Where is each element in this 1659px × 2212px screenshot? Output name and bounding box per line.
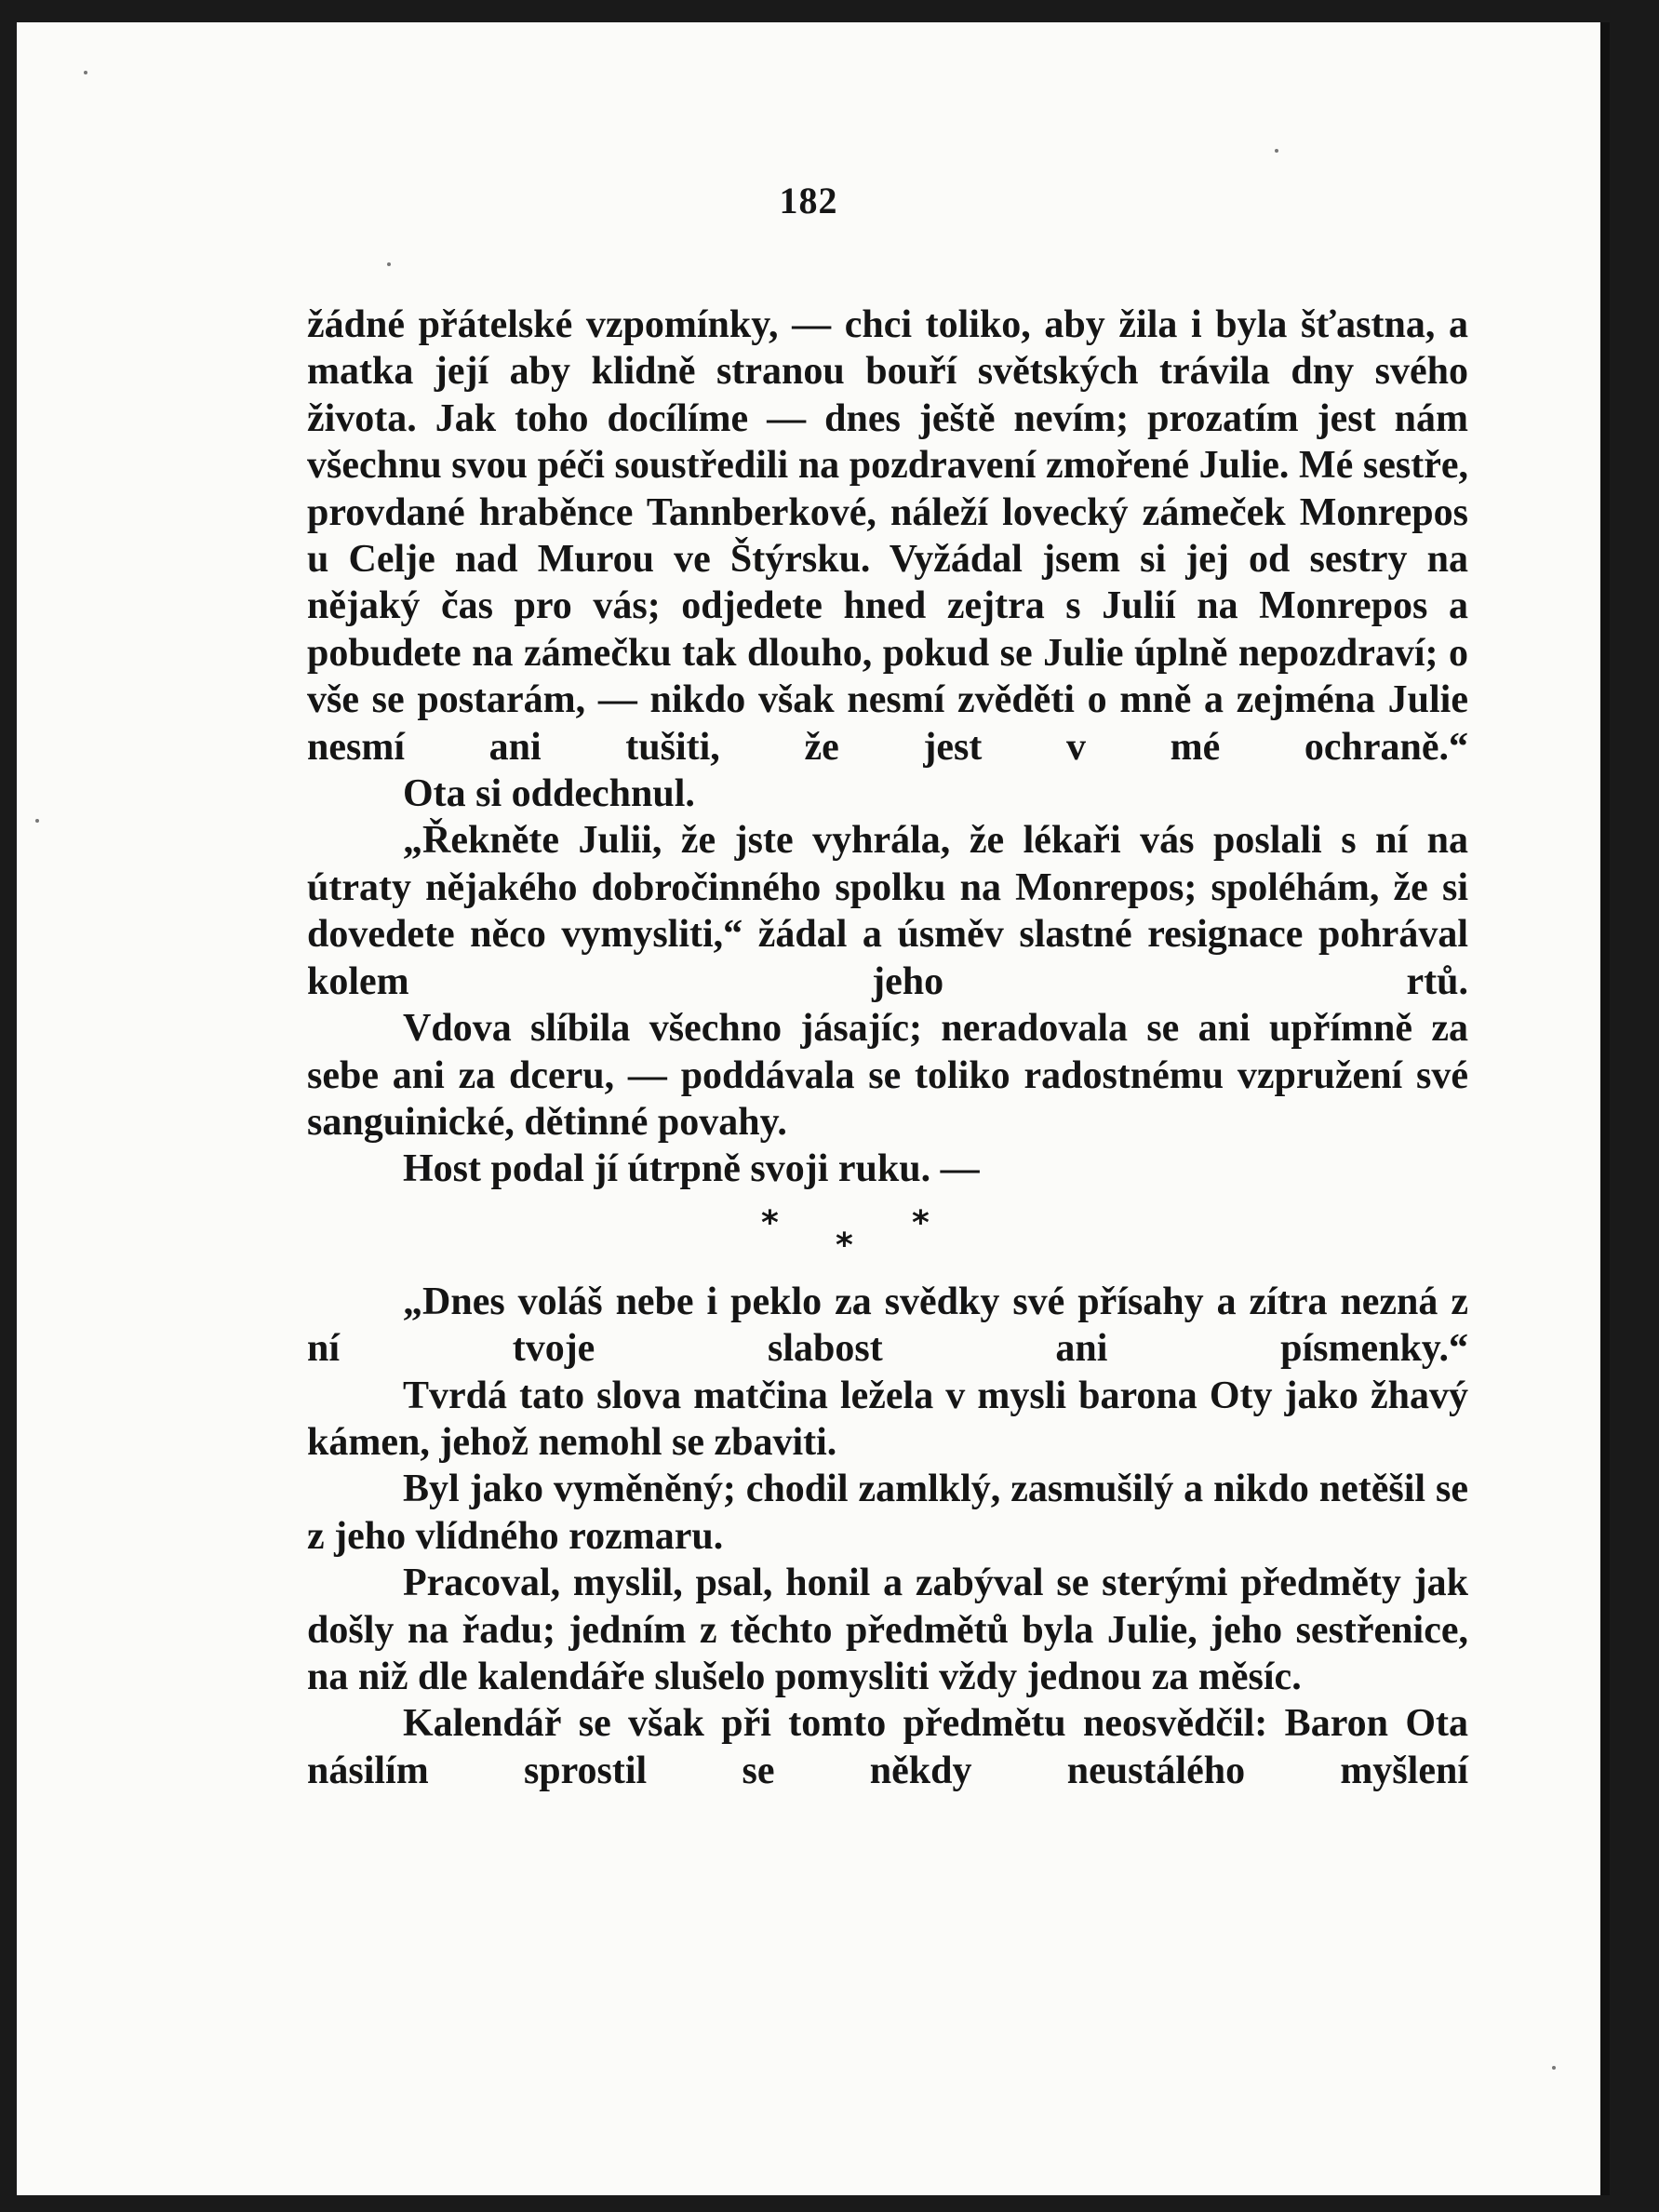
separator-star: * <box>761 1203 779 1242</box>
paragraph-1: žádné přátelské vzpomínky, — chci toliko, aby žila i byla šťastna, a matka její aby klidně stranou bouří světských trávila dny svého života. Jak toho docílíme — dnes ještě nevím; prozatím jest nám všechnu svou péči soustředili na pozdravení zmořené Julie. Mé sestře, provdané hraběnce Tannberkové, náleží lovecký zámeček Monrepos u Celje nad Murou ve Štýrsku. Vyžádal jsem si jej od sestry na nějaký čas pro vás; odjedete hned zejtra s Julií na Monrepos a pobudete na zámečku tak dlouho, pokud se Julie úplně nepozdraví; o vše se postarám, — nikdo však nesmí zvěděti o mně a zejména Julie nesmí ani tušiti, že jest v mé ochraně.“ <box>307 303 1468 769</box>
paragraph-5: Host podal jí útrpně svoji ruku. — <box>403 1147 980 1191</box>
paper-speck <box>1275 149 1278 153</box>
book-page <box>17 22 1610 2195</box>
separator-star: * <box>836 1226 853 1265</box>
paper-speck <box>1552 2066 1556 2070</box>
paragraph-9: Pracoval, myslil, psal, honil a zabýval se sterými předměty jak došly na řadu; jedním z těchto předmětů byla Julie, jeho sestřenice, na niž dle kalendáře slušelo pomysliti vždy jednou za měsíc. <box>307 1562 1468 1698</box>
paragraph-6: „Dnes voláš nebe i peklo za svědky své přísahy a zítra nezná z ní tvoje slabost ani písmenky.“ <box>307 1280 1468 1371</box>
paragraph-8: Byl jako vyměněný; chodil zamlklý, zasmušilý a nikdo netěšil se z jeho vlídného rozmaru. <box>307 1468 1468 1558</box>
paragraph-10: Kalendář se však při tomto předmětu neosvědčil: Baron Ota násilím sprostil se někdy neustálého myšlení <box>307 1702 1468 1792</box>
paper-speck <box>387 262 391 266</box>
section-separator <box>307 1197 1468 1267</box>
paragraph-2: Ota si oddechnul. <box>403 772 695 816</box>
paragraph-4: Vdova slíbila všechno jásajíc; neradovala se ani upřímně za sebe ani za dceru, — poddávala se toliko radostnému vzpružení své sanguinické, dětinné povahy. <box>307 1007 1468 1144</box>
paragraph-3: „Řekněte Julii, že jste vyhrála, že lékaři vás poslali s ní na útraty nějakého dobročinného spolku na Monrepos; spoléhám, že si dovedete něco vymysliti,“ žádal a úsměv slastné resignace pohrával kolem jeho rtů. <box>307 819 1468 1003</box>
paragraph-7: Tvrdá tato slova matčina ležela v mysli barona Oty jako žhavý kámen, jehož nemohl se zbaviti. <box>307 1374 1468 1464</box>
page-number: 182 <box>779 180 838 221</box>
body-text <box>307 302 1468 1794</box>
paper-speck <box>84 71 87 74</box>
separator-star: * <box>912 1203 930 1242</box>
paper-speck <box>35 819 39 823</box>
